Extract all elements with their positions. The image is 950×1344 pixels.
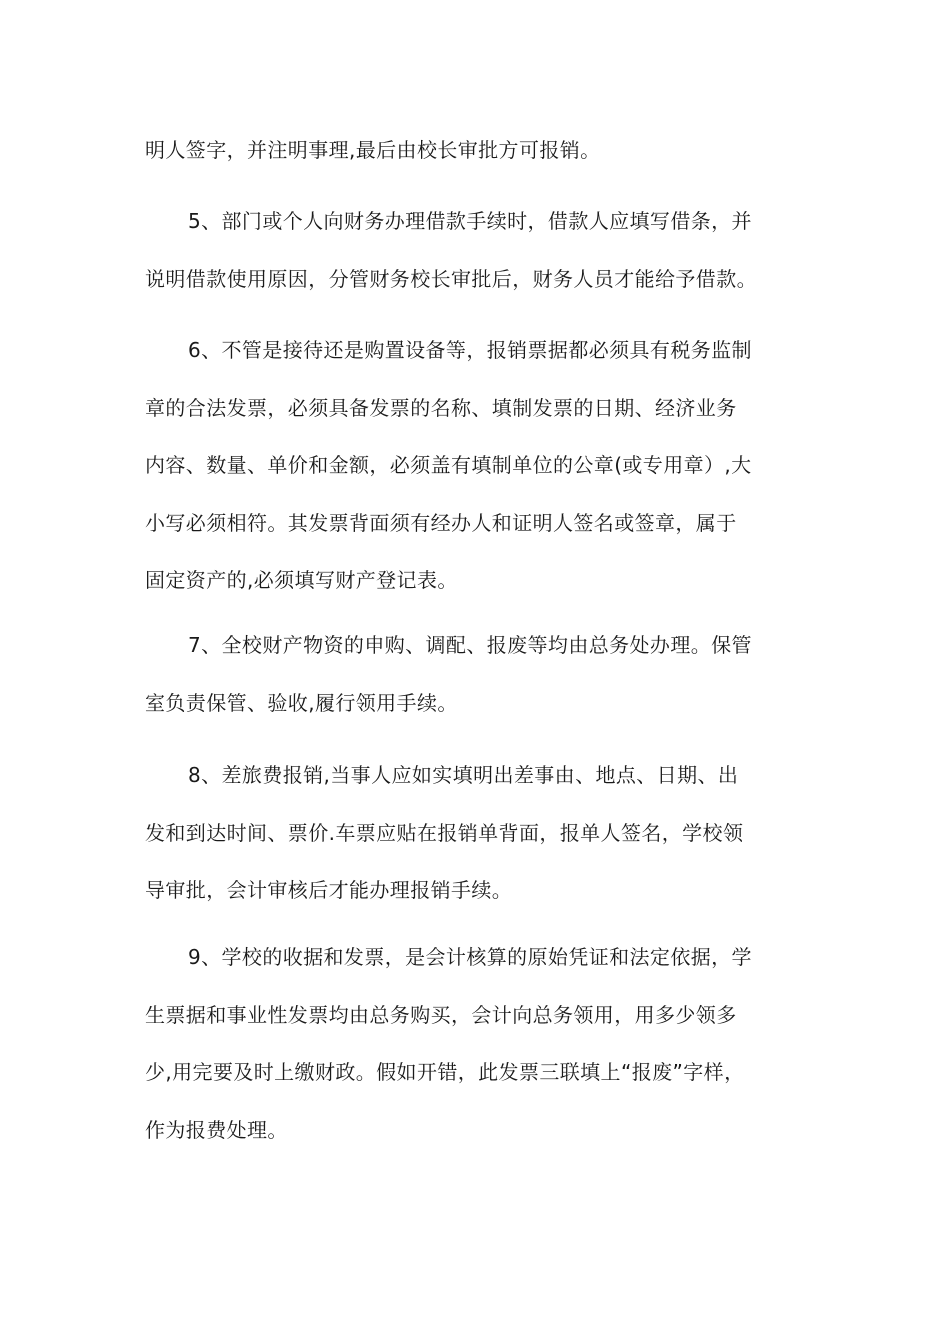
paragraph-9-line-4: 作为报费处理。 [145, 1118, 288, 1142]
paragraph-9-line-3: 少,用完要及时上缴财政。假如开错，此发票三联填上“报废”字样， [145, 1060, 745, 1084]
paragraph-6-line-4: 小写必须相符。其发票背面须有经办人和证明人签名或签章，属于 [145, 511, 737, 535]
paragraph-9-line-2: 生票据和事业性发票均由总务购买，会计向总务领用，用多少领多 [145, 1003, 737, 1027]
paragraph-7-line-1: 7、全校财产物资的申购、调配、报废等均由总务处办理。保管 [188, 633, 752, 657]
paragraph-4-line-2: 明人签字，并注明事理,最后由校长审批方可报销。 [145, 138, 601, 162]
paragraph-6-line-3: 内容、数量、单价和金额，必须盖有填制单位的公章(或专用章）,大 [145, 453, 752, 477]
paragraph-8-line-2: 发和到达时间、票价.车票应贴在报销单背面，报单人签名，学校领 [145, 821, 744, 845]
paragraph-6-line-5: 固定资产的,必须填写财产登记表。 [145, 568, 458, 592]
paragraph-8-line-1: 8、差旅费报销,当事人应如实填明出差事由、地点、日期、出 [188, 763, 739, 787]
paragraph-9-line-1: 9、学校的收据和发票，是会计核算的原始凭证和法定依据，学 [188, 945, 752, 969]
paragraph-6-line-1: 6、不管是接待还是购置设备等，报销票据都必须具有税务监制 [188, 338, 752, 362]
paragraph-5-line-2: 说明借款使用原因，分管财务校长审批后，财务人员才能给予借款。 [145, 267, 757, 291]
paragraph-7-line-2: 室负责保管、验收,履行领用手续。 [145, 691, 458, 715]
paragraph-6-line-2: 章的合法发票，必须具备发票的名称、填制发票的日期、经济业务 [145, 396, 737, 420]
paragraph-8-line-3: 导审批，会计审核后才能办理报销手续。 [145, 878, 513, 902]
paragraph-5-line-1: 5、部门或个人向财务办理借款手续时，借款人应填写借条，并 [188, 209, 752, 233]
